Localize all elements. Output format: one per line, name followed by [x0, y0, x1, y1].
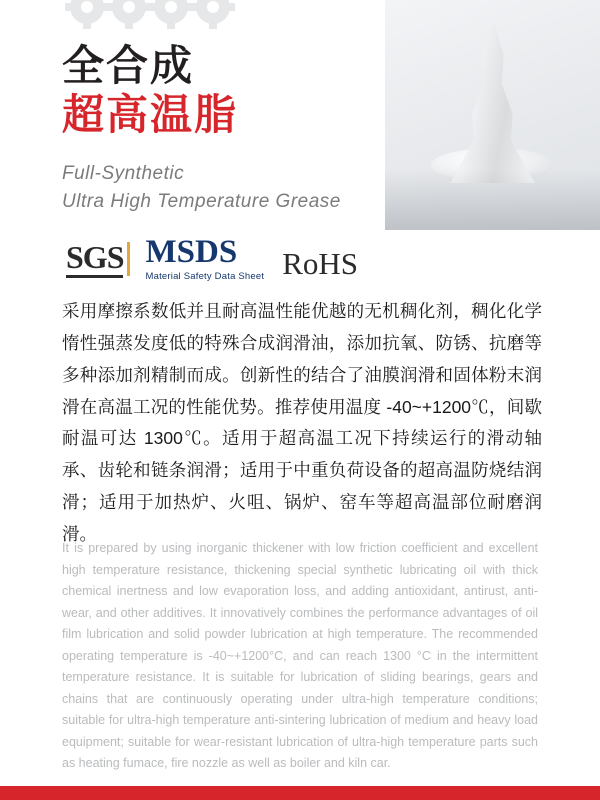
msds-logo-label: MSDS: [145, 234, 238, 270]
sgs-accent-bar: [127, 242, 130, 276]
msds-logo-subtitle: Material Safety Data Sheet: [145, 271, 265, 282]
title-block: [62, 42, 392, 215]
page-subtitle-en: [62, 160, 392, 215]
msds-logo: [145, 236, 264, 282]
footer-accent-bar: [0, 786, 600, 800]
gear-icon: [154, 0, 188, 24]
photo-shadow: [385, 170, 600, 230]
page-title-cn-primary: 全合成: [62, 42, 195, 89]
page-title-cn-secondary: 超高温脂: [62, 91, 239, 139]
rohs-logo-label: RoHS: [282, 245, 359, 281]
gear-icon: [70, 0, 104, 24]
gear-icon: [112, 0, 146, 24]
gear-icon: [196, 0, 230, 24]
page-subtitle-en-line2: Ultra High Temperature Grease: [62, 190, 341, 212]
product-photo: [385, 0, 600, 230]
description-english: It is prepared by using inorganic thickener with low friction coefficient and excellent high temperature resistance, thickening special synthetic lubricating oil with thick chemical inertness and low evaporation loss, and adding antioxidant, antirust, anti-wear, and other additives. It innovatively combines the performance advantages of oil film lubrication and solid powder lubrication at high temperature. The recommended operating temperature is -40~+1200°C, and can reach 1300 °C in the intermittent temperature resistance. It is suitable for lubrication of sliding bearings, gears and chains that are continuously operating under ultra-high temperature conditions; suitable for ultra-high temperature anti-sintering lubrication of medium and heavy load equipment; suitable for wear-resistant lubrication of ultra-high temperature parts such as heating fumace, fire nozzle as well as boiler and kiln car.: [62, 541, 538, 770]
page-subtitle-en-line1: Full-Synthetic: [62, 163, 185, 185]
sgs-underline: [66, 275, 123, 278]
certification-logos: [62, 236, 358, 282]
sgs-logo-label: SGS: [66, 238, 124, 275]
gear-watermark-band: [60, 0, 360, 34]
sgs-logo: [62, 240, 127, 282]
description-chinese: 采用摩擦系数低并且耐高温性能优越的无机稠化剂，稠化化学惰性强蒸发度低的特殊合成润滑油，添加抗氧、防锈、抗磨等多种添加剂精制而成。创新性的结合了油膜润滑和固体粉末润滑在高温工况的性能优势。推荐使用温度 -40~+1200℃，间歇耐温可达 1300℃。适用于超高温工况下持续运行的滑动轴承、齿轮和链条润滑；适用于中重负荷设备的超高温防烧结润滑；适用于加热炉、火咀、锅炉、窑车等超高温部位耐磨润滑。: [62, 301, 542, 544]
